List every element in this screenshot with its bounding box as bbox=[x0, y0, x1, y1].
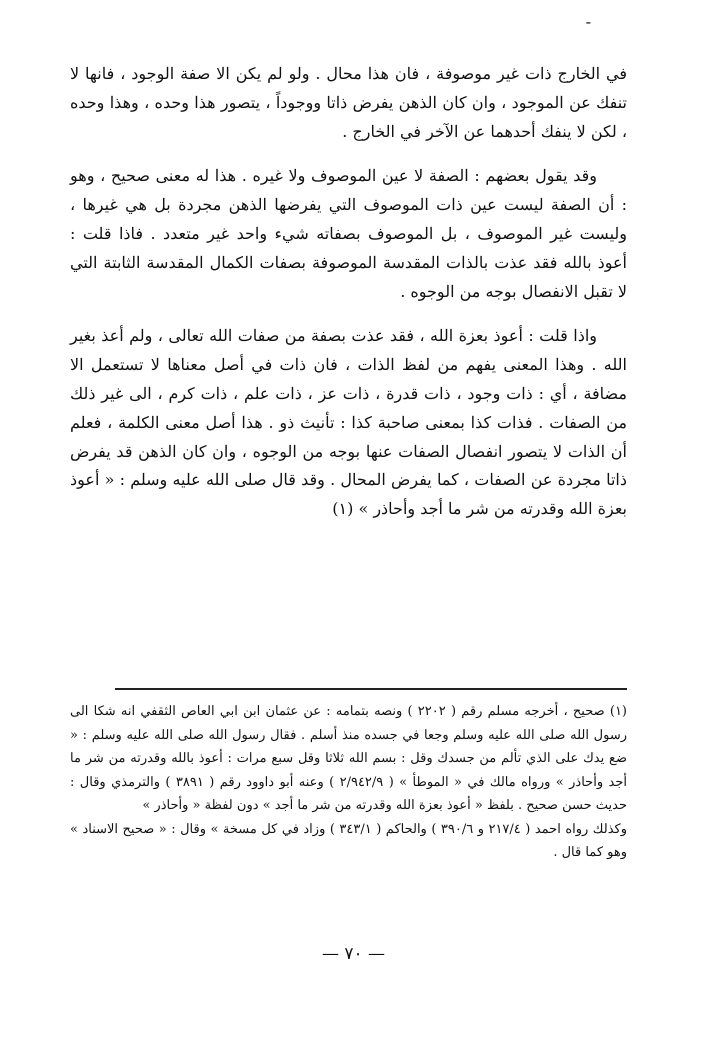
footnote-1: (١) صحيح ، أخرجه مسلم رقم ( ٢٢٠٢ ) ونصه بتمامه : عن عثمان ابن ابي العاص الثقفي انه شكا الى رسول الله صلى الله عليه وسلم وجعا في جسده منذ أسلم . فقال رسول الله صلى الله عليه وسلم : « ضع يدك على الذي تألم من جسدك وقل : بسم الله ثلاثا وقل سبع مرات : أعوذ بالله وقدرته من شر ما أجد وأحاذر » ورواه مالك في « الموطأ » ( ٢/٩٤٢/٩ ) وعنه أبو داوود رقم ( ٣٨٩١ ) والترمذي وقال : حديث حسن صحيح . بلفظ « أعوذ بعزة الله وقدرته من شر ما أجد » دون لفظة « وأحاذر » bbox=[70, 704, 627, 813]
page-number: — ٧٠ — bbox=[321, 944, 386, 964]
paragraph-2: وقد يقول بعضهم : الصفة لا عين الموصوف ولا غيره . هذا له معنى صحيح ، وهو : أن الصفة ليست عين ذات الموصوف التي يفرضها الذهن مجردة بل هي غيرها ، وليست غير الموصوف ، بل الموصوف بصفاته شيء واحد غير متعدد . فاذا قلت : أعوذ بالله فقد عذت بالذات المقدسة الموصوفة بصفات الكمال المقدسة الثابتة التي لا تقبل الانفصال بوجه من الوجوه . bbox=[70, 166, 627, 301]
footnote-1-continued: وكذلك رواه احمد ( ٢١٧/٤ و ٣٩٠/٦ ) والحاكم ( ٣٤٣/١ ) وزاد في كل مسخة » وقال : « صحيح الاسناد » وهو كما قال . bbox=[70, 821, 627, 860]
corner-mark: - bbox=[585, 12, 591, 31]
footnotes bbox=[70, 700, 627, 865]
paragraph-3: واذا قلت : أعوذ بعزة الله ، فقد عذت بصفة من صفات الله تعالى ، ولم أعذ بغير الله . وهذا المعنى يفهم من لفظ الذات ، فان ذات في أصل معناها لا تستعمل الا مضافة ، أي : ذات وجود ، ذات قدرة ، ذات عز ، ذات علم ، ذات كرم ، الى غير ذلك من الصفات . فذات كذا بمعنى صاحبة كذا : تأنيث ذو . هذا أصل معنى الكلمة ، فعلم أن الذات لا يتصور انفصال الصفات عنها بوجه من الوجوه ، وان كان الذهن قد يفرض ذاتا مجردة عن الصفات ، كما يفرض المحال . وقد قال صلى الله عليه وسلم : « أعوذ بعزة الله وقدرته من شر ما أجد وأحاذر » (١) bbox=[70, 326, 628, 519]
footnote-divider bbox=[115, 688, 627, 690]
main-text bbox=[70, 60, 627, 540]
paragraph-1: في الخارج ذات غير موصوفة ، فان هذا محال . ولو لم يكن الا صفة الوجود ، فانها لا تنفك عن الموجود ، وان كان الذهن يفرض ذاتا ووجوداً ، يتصور هذا وحده ، وهذا وحده ، لكن لا ينفك أحدهما عن الآخر في الخارج . bbox=[70, 64, 627, 141]
